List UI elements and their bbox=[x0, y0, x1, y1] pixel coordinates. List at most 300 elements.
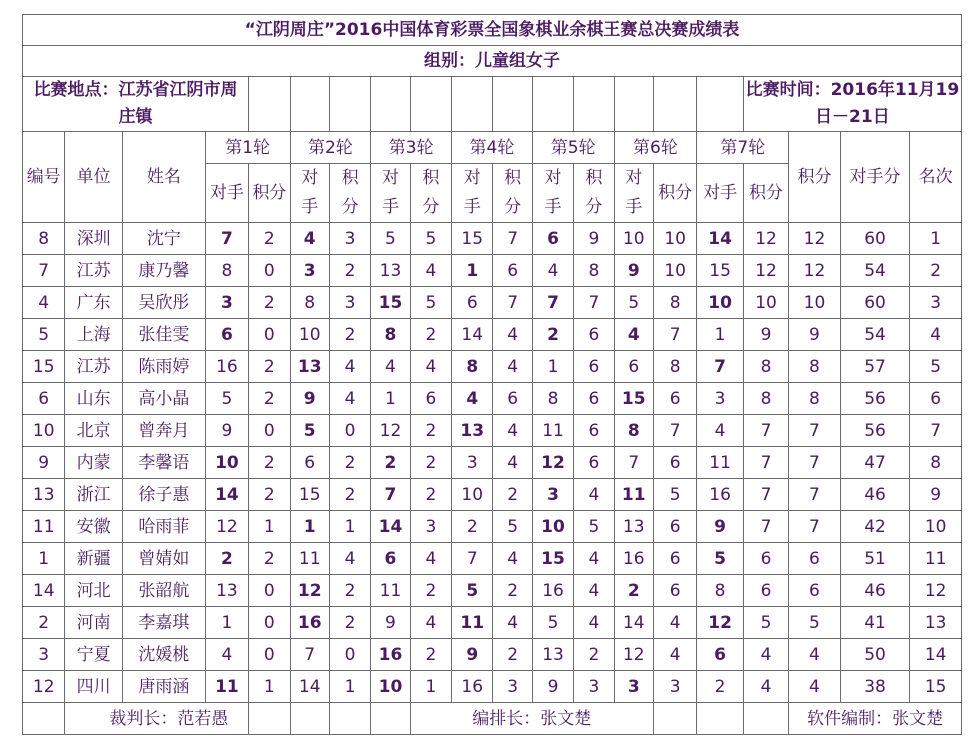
round-opponent-cell: 11 bbox=[532, 415, 573, 447]
header-unit: 单位 bbox=[65, 132, 123, 223]
round-points-cell: 10 bbox=[653, 255, 696, 287]
round-opponent-cell: 14 bbox=[614, 607, 653, 639]
round-opponent-cell: 6 bbox=[290, 447, 329, 479]
round-opponent-cell: 7 bbox=[205, 223, 248, 255]
header-round-4-opponent bbox=[452, 164, 493, 223]
player-id-cell: 13 bbox=[23, 479, 65, 511]
round-points-cell: 2 bbox=[249, 223, 290, 255]
blank-cell bbox=[574, 77, 614, 132]
player-id-cell: 7 bbox=[23, 255, 65, 287]
round-points-cell: 6 bbox=[653, 447, 696, 479]
player-unit-cell: 广东 bbox=[65, 287, 123, 319]
blank-cell bbox=[653, 77, 696, 132]
round-points-cell: 2 bbox=[329, 255, 370, 287]
player-name-cell: 康乃馨 bbox=[122, 255, 205, 287]
total-score-cell: 6 bbox=[789, 575, 840, 607]
player-name-cell: 沈宁 bbox=[122, 223, 205, 255]
round-points-cell: 8 bbox=[743, 351, 788, 383]
round-opponent-cell: 9 bbox=[452, 639, 493, 671]
round-opponent-cell: 7 bbox=[371, 479, 410, 511]
round-opponent-cell: 3 bbox=[697, 383, 743, 415]
header-char: 积 bbox=[422, 168, 440, 188]
rank-cell: 2 bbox=[910, 255, 962, 287]
header-round-6: 第6轮 bbox=[614, 132, 697, 164]
blank-cell bbox=[452, 77, 493, 132]
round-opponent-cell: 9 bbox=[290, 383, 329, 415]
player-name-cell: 沈媛桃 bbox=[122, 639, 205, 671]
header-char: 对 bbox=[301, 168, 319, 188]
blank-cell bbox=[371, 77, 410, 132]
round-points-cell: 1 bbox=[249, 671, 290, 703]
round-points-cell: 5 bbox=[493, 511, 532, 543]
round-points-cell: 7 bbox=[653, 319, 696, 351]
player-unit-cell: 江苏 bbox=[65, 255, 123, 287]
round-points-cell: 0 bbox=[249, 255, 290, 287]
round-points-cell: 1 bbox=[410, 671, 451, 703]
table-row bbox=[23, 543, 962, 575]
header-round-5-points bbox=[574, 164, 614, 223]
round-points-cell: 5 bbox=[410, 287, 451, 319]
round-points-cell: 6 bbox=[574, 415, 614, 447]
header-round-2-opponent bbox=[290, 164, 329, 223]
header-round-3-opponent bbox=[371, 164, 410, 223]
player-id-cell: 12 bbox=[23, 671, 65, 703]
rank-cell: 13 bbox=[910, 607, 962, 639]
player-name-cell: 李嘉琪 bbox=[122, 607, 205, 639]
player-name-cell: 陈雨婷 bbox=[122, 351, 205, 383]
blank-cell bbox=[249, 703, 290, 735]
player-unit-cell: 四川 bbox=[65, 671, 123, 703]
player-name-cell: 徐子惠 bbox=[122, 479, 205, 511]
round-points-cell: 4 bbox=[493, 351, 532, 383]
table-row bbox=[23, 671, 962, 703]
header-round-1-points: 积分 bbox=[249, 164, 290, 223]
round-points-cell: 2 bbox=[410, 447, 451, 479]
blank-cell bbox=[249, 77, 290, 132]
table-row bbox=[23, 351, 962, 383]
round-opponent-cell: 3 bbox=[205, 287, 248, 319]
round-opponent-cell: 12 bbox=[697, 607, 743, 639]
header-char: 分 bbox=[585, 197, 603, 217]
round-opponent-cell: 9 bbox=[205, 415, 248, 447]
round-points-cell: 3 bbox=[653, 671, 696, 703]
player-name-cell: 李馨语 bbox=[122, 447, 205, 479]
round-opponent-cell: 5 bbox=[371, 223, 410, 255]
opponent-score-cell: 47 bbox=[840, 447, 910, 479]
round-points-cell: 4 bbox=[574, 479, 614, 511]
opponent-score-cell: 38 bbox=[840, 671, 910, 703]
round-points-cell: 6 bbox=[410, 383, 451, 415]
round-opponent-cell: 12 bbox=[614, 639, 653, 671]
round-opponent-cell: 13 bbox=[290, 351, 329, 383]
round-points-cell: 2 bbox=[410, 639, 451, 671]
round-points-cell: 0 bbox=[249, 607, 290, 639]
player-unit-cell: 河南 bbox=[65, 607, 123, 639]
round-points-cell: 4 bbox=[743, 639, 788, 671]
round-opponent-cell: 15 bbox=[614, 383, 653, 415]
round-opponent-cell: 10 bbox=[205, 447, 248, 479]
round-points-cell: 5 bbox=[653, 479, 696, 511]
header-char: 分 bbox=[341, 197, 359, 217]
header-round-6-opponent bbox=[614, 164, 653, 223]
round-opponent-cell: 8 bbox=[532, 383, 573, 415]
round-points-cell: 8 bbox=[574, 255, 614, 287]
table-row bbox=[23, 639, 962, 671]
round-opponent-cell: 10 bbox=[290, 319, 329, 351]
player-id-cell: 15 bbox=[23, 351, 65, 383]
player-unit-cell: 深圳 bbox=[65, 223, 123, 255]
header-round-1-opponent: 对手 bbox=[205, 164, 248, 223]
round-points-cell: 0 bbox=[329, 639, 370, 671]
round-points-cell: 4 bbox=[410, 543, 451, 575]
round-points-cell: 2 bbox=[249, 287, 290, 319]
round-points-cell: 5 bbox=[410, 223, 451, 255]
player-unit-cell: 新疆 bbox=[65, 543, 123, 575]
rank-cell: 8 bbox=[910, 447, 962, 479]
header-round-3-points bbox=[410, 164, 451, 223]
round-points-cell: 2 bbox=[249, 479, 290, 511]
round-opponent-cell: 12 bbox=[290, 575, 329, 607]
round-opponent-cell: 11 bbox=[452, 607, 493, 639]
header-char: 手 bbox=[463, 197, 481, 217]
round-opponent-cell: 13 bbox=[371, 255, 410, 287]
round-opponent-cell: 5 bbox=[290, 415, 329, 447]
header-round-1: 第1轮 bbox=[205, 132, 290, 164]
round-points-cell: 8 bbox=[743, 383, 788, 415]
round-opponent-cell: 2 bbox=[614, 575, 653, 607]
player-unit-cell: 上海 bbox=[65, 319, 123, 351]
round-points-cell: 6 bbox=[574, 319, 614, 351]
round-opponent-cell: 5 bbox=[697, 543, 743, 575]
round-opponent-cell: 7 bbox=[532, 287, 573, 319]
round-opponent-cell: 8 bbox=[614, 415, 653, 447]
round-opponent-cell: 14 bbox=[697, 223, 743, 255]
round-points-cell: 10 bbox=[743, 287, 788, 319]
round-points-cell: 2 bbox=[329, 447, 370, 479]
round-opponent-cell: 10 bbox=[532, 511, 573, 543]
blank-cell bbox=[23, 703, 65, 735]
round-points-cell: 9 bbox=[743, 319, 788, 351]
opponent-score-cell: 57 bbox=[840, 351, 910, 383]
round-points-cell: 10 bbox=[653, 223, 696, 255]
table-row bbox=[23, 319, 962, 351]
blank-cell bbox=[329, 77, 370, 132]
round-points-cell: 3 bbox=[410, 511, 451, 543]
round-opponent-cell: 2 bbox=[205, 543, 248, 575]
blank-cell bbox=[290, 703, 329, 735]
header-score: 积分 bbox=[789, 132, 840, 223]
player-name-cell: 哈雨菲 bbox=[122, 511, 205, 543]
round-points-cell: 2 bbox=[410, 319, 451, 351]
rank-cell: 12 bbox=[910, 575, 962, 607]
round-opponent-cell: 11 bbox=[697, 447, 743, 479]
player-unit-cell: 江苏 bbox=[65, 351, 123, 383]
round-points-cell: 6 bbox=[743, 575, 788, 607]
round-opponent-cell: 16 bbox=[205, 351, 248, 383]
round-points-cell: 0 bbox=[249, 639, 290, 671]
round-opponent-cell: 14 bbox=[290, 671, 329, 703]
player-name-cell: 曾婧如 bbox=[122, 543, 205, 575]
software-label: 软件编制：张文楚 bbox=[789, 703, 962, 735]
round-points-cell: 0 bbox=[249, 319, 290, 351]
round-opponent-cell: 4 bbox=[290, 223, 329, 255]
round-points-cell: 2 bbox=[574, 639, 614, 671]
round-opponent-cell: 12 bbox=[371, 415, 410, 447]
round-opponent-cell: 8 bbox=[205, 255, 248, 287]
header-char: 手 bbox=[301, 197, 319, 217]
table-row bbox=[23, 575, 962, 607]
opponent-score-cell: 41 bbox=[840, 607, 910, 639]
round-opponent-cell: 9 bbox=[614, 255, 653, 287]
round-opponent-cell: 2 bbox=[452, 511, 493, 543]
round-opponent-cell: 3 bbox=[452, 447, 493, 479]
player-id-cell: 3 bbox=[23, 639, 65, 671]
opponent-score-cell: 54 bbox=[840, 255, 910, 287]
round-points-cell: 4 bbox=[493, 607, 532, 639]
round-opponent-cell: 16 bbox=[532, 575, 573, 607]
round-points-cell: 4 bbox=[410, 255, 451, 287]
rank-cell: 15 bbox=[910, 671, 962, 703]
round-opponent-cell: 4 bbox=[452, 383, 493, 415]
round-opponent-cell: 14 bbox=[452, 319, 493, 351]
player-id-cell: 8 bbox=[23, 223, 65, 255]
round-points-cell: 6 bbox=[574, 447, 614, 479]
round-opponent-cell: 12 bbox=[532, 447, 573, 479]
blank-cell bbox=[614, 77, 653, 132]
rank-cell: 14 bbox=[910, 639, 962, 671]
round-opponent-cell: 1 bbox=[697, 319, 743, 351]
round-points-cell: 4 bbox=[574, 575, 614, 607]
opponent-score-cell: 46 bbox=[840, 575, 910, 607]
header-char: 分 bbox=[422, 197, 440, 217]
player-name-cell: 高小晶 bbox=[122, 383, 205, 415]
blank-cell bbox=[697, 77, 743, 132]
round-points-cell: 1 bbox=[249, 511, 290, 543]
round-opponent-cell: 11 bbox=[371, 575, 410, 607]
header-char: 分 bbox=[504, 197, 522, 217]
round-opponent-cell: 4 bbox=[205, 639, 248, 671]
round-opponent-cell: 16 bbox=[290, 607, 329, 639]
round-points-cell: 4 bbox=[574, 543, 614, 575]
opponent-score-cell: 54 bbox=[840, 319, 910, 351]
venue-label: 比赛地点：江苏省江阴市周庄镇 bbox=[23, 77, 249, 132]
header-round-2: 第2轮 bbox=[290, 132, 371, 164]
header-round-5: 第5轮 bbox=[532, 132, 614, 164]
round-points-cell: 4 bbox=[410, 607, 451, 639]
blank-cell bbox=[653, 703, 696, 735]
round-points-cell: 2 bbox=[249, 351, 290, 383]
round-opponent-cell: 2 bbox=[697, 671, 743, 703]
player-unit-cell: 浙江 bbox=[65, 479, 123, 511]
round-points-cell: 5 bbox=[574, 511, 614, 543]
round-points-cell: 4 bbox=[410, 351, 451, 383]
round-opponent-cell: 11 bbox=[614, 479, 653, 511]
blank-cell bbox=[329, 703, 370, 735]
round-opponent-cell: 10 bbox=[614, 223, 653, 255]
footer-row bbox=[23, 703, 962, 735]
round-opponent-cell: 10 bbox=[697, 287, 743, 319]
round-opponent-cell: 3 bbox=[532, 479, 573, 511]
round-points-cell: 2 bbox=[410, 415, 451, 447]
round-opponent-cell: 8 bbox=[452, 351, 493, 383]
time-label: 比赛时间：2016年11月19日－21日 bbox=[743, 77, 961, 132]
header-round-7: 第7轮 bbox=[697, 132, 789, 164]
round-opponent-cell: 16 bbox=[697, 479, 743, 511]
round-opponent-cell: 5 bbox=[532, 607, 573, 639]
round-opponent-cell: 13 bbox=[532, 639, 573, 671]
results-table bbox=[22, 14, 962, 735]
round-opponent-cell: 15 bbox=[532, 543, 573, 575]
round-points-cell: 4 bbox=[653, 607, 696, 639]
total-score-cell: 7 bbox=[789, 511, 840, 543]
opponent-score-cell: 60 bbox=[840, 223, 910, 255]
round-points-cell: 0 bbox=[249, 415, 290, 447]
total-score-cell: 12 bbox=[789, 223, 840, 255]
round-points-cell: 3 bbox=[493, 671, 532, 703]
round-opponent-cell: 16 bbox=[614, 543, 653, 575]
player-id-cell: 1 bbox=[23, 543, 65, 575]
rank-cell: 9 bbox=[910, 479, 962, 511]
round-points-cell: 2 bbox=[329, 607, 370, 639]
round-opponent-cell: 2 bbox=[371, 447, 410, 479]
rank-cell: 3 bbox=[910, 287, 962, 319]
table-row bbox=[23, 223, 962, 255]
header-char: 对 bbox=[625, 168, 643, 188]
player-unit-cell: 山东 bbox=[65, 383, 123, 415]
round-points-cell: 7 bbox=[743, 511, 788, 543]
header-char: 手 bbox=[625, 197, 643, 217]
header-round-6-points: 积分 bbox=[653, 164, 696, 223]
opponent-score-cell: 50 bbox=[840, 639, 910, 671]
round-opponent-cell: 5 bbox=[205, 383, 248, 415]
round-opponent-cell: 13 bbox=[452, 415, 493, 447]
opponent-score-cell: 42 bbox=[840, 511, 910, 543]
round-opponent-cell: 4 bbox=[614, 319, 653, 351]
round-opponent-cell: 6 bbox=[371, 543, 410, 575]
round-points-cell: 7 bbox=[743, 447, 788, 479]
round-opponent-cell: 13 bbox=[205, 575, 248, 607]
round-points-cell: 8 bbox=[653, 351, 696, 383]
total-score-cell: 8 bbox=[789, 383, 840, 415]
round-points-cell: 9 bbox=[574, 223, 614, 255]
total-score-cell: 9 bbox=[789, 319, 840, 351]
round-points-cell: 2 bbox=[493, 575, 532, 607]
round-points-cell: 1 bbox=[329, 671, 370, 703]
player-id-cell: 11 bbox=[23, 511, 65, 543]
round-points-cell: 7 bbox=[743, 479, 788, 511]
rank-cell: 11 bbox=[910, 543, 962, 575]
opponent-score-cell: 51 bbox=[840, 543, 910, 575]
round-opponent-cell: 7 bbox=[614, 447, 653, 479]
round-opponent-cell: 9 bbox=[371, 607, 410, 639]
round-opponent-cell: 11 bbox=[205, 671, 248, 703]
round-points-cell: 6 bbox=[493, 383, 532, 415]
player-id-cell: 2 bbox=[23, 607, 65, 639]
round-points-cell: 1 bbox=[329, 511, 370, 543]
table-row bbox=[23, 607, 962, 639]
player-name-cell: 曾奔月 bbox=[122, 415, 205, 447]
total-score-cell: 4 bbox=[789, 671, 840, 703]
round-opponent-cell: 6 bbox=[697, 639, 743, 671]
round-opponent-cell: 8 bbox=[371, 319, 410, 351]
round-opponent-cell: 7 bbox=[290, 639, 329, 671]
round-opponent-cell: 10 bbox=[452, 479, 493, 511]
player-name-cell: 唐雨涵 bbox=[122, 671, 205, 703]
round-points-cell: 3 bbox=[329, 223, 370, 255]
player-unit-cell: 安徽 bbox=[65, 511, 123, 543]
blank-cell bbox=[493, 77, 532, 132]
table-row bbox=[23, 447, 962, 479]
header-round-5-opponent bbox=[532, 164, 573, 223]
round-points-cell: 6 bbox=[574, 351, 614, 383]
rank-cell: 10 bbox=[910, 511, 962, 543]
round-points-cell: 5 bbox=[743, 607, 788, 639]
round-opponent-cell: 4 bbox=[532, 255, 573, 287]
round-points-cell: 2 bbox=[249, 447, 290, 479]
round-opponent-cell: 5 bbox=[452, 575, 493, 607]
player-unit-cell: 北京 bbox=[65, 415, 123, 447]
round-opponent-cell: 6 bbox=[452, 287, 493, 319]
round-points-cell: 2 bbox=[249, 383, 290, 415]
round-opponent-cell: 11 bbox=[290, 543, 329, 575]
round-opponent-cell: 9 bbox=[697, 511, 743, 543]
total-score-cell: 5 bbox=[789, 607, 840, 639]
rank-cell: 5 bbox=[910, 351, 962, 383]
total-score-cell: 10 bbox=[789, 287, 840, 319]
round-points-cell: 2 bbox=[329, 479, 370, 511]
round-opponent-cell: 8 bbox=[697, 575, 743, 607]
round-points-cell: 4 bbox=[493, 543, 532, 575]
blank-cell bbox=[532, 77, 573, 132]
round-points-cell: 2 bbox=[493, 639, 532, 671]
round-points-cell: 4 bbox=[574, 607, 614, 639]
table-row bbox=[23, 415, 962, 447]
round-opponent-cell: 6 bbox=[205, 319, 248, 351]
round-points-cell: 8 bbox=[653, 287, 696, 319]
round-opponent-cell: 1 bbox=[205, 607, 248, 639]
blank-cell bbox=[410, 77, 451, 132]
opponent-score-cell: 56 bbox=[840, 415, 910, 447]
round-opponent-cell: 3 bbox=[614, 671, 653, 703]
round-points-cell: 7 bbox=[493, 287, 532, 319]
round-opponent-cell: 15 bbox=[452, 223, 493, 255]
round-points-cell: 2 bbox=[493, 479, 532, 511]
round-points-cell: 7 bbox=[493, 223, 532, 255]
player-id-cell: 6 bbox=[23, 383, 65, 415]
round-opponent-cell: 15 bbox=[697, 255, 743, 287]
round-opponent-cell: 13 bbox=[614, 511, 653, 543]
player-unit-cell: 宁夏 bbox=[65, 639, 123, 671]
player-name-cell: 张韶航 bbox=[122, 575, 205, 607]
rank-cell: 1 bbox=[910, 223, 962, 255]
table-row bbox=[23, 287, 962, 319]
round-opponent-cell: 1 bbox=[532, 351, 573, 383]
blank-cell bbox=[371, 703, 410, 735]
round-points-cell: 2 bbox=[329, 575, 370, 607]
round-points-cell: 7 bbox=[574, 287, 614, 319]
round-opponent-cell: 8 bbox=[290, 287, 329, 319]
results-sheet bbox=[22, 14, 962, 735]
round-opponent-cell: 9 bbox=[532, 671, 573, 703]
round-points-cell: 2 bbox=[329, 319, 370, 351]
total-score-cell: 6 bbox=[789, 543, 840, 575]
round-points-cell: 4 bbox=[329, 351, 370, 383]
round-points-cell: 0 bbox=[249, 575, 290, 607]
round-opponent-cell: 3 bbox=[290, 255, 329, 287]
player-id-cell: 9 bbox=[23, 447, 65, 479]
header-char: 积 bbox=[341, 168, 359, 188]
rank-cell: 7 bbox=[910, 415, 962, 447]
